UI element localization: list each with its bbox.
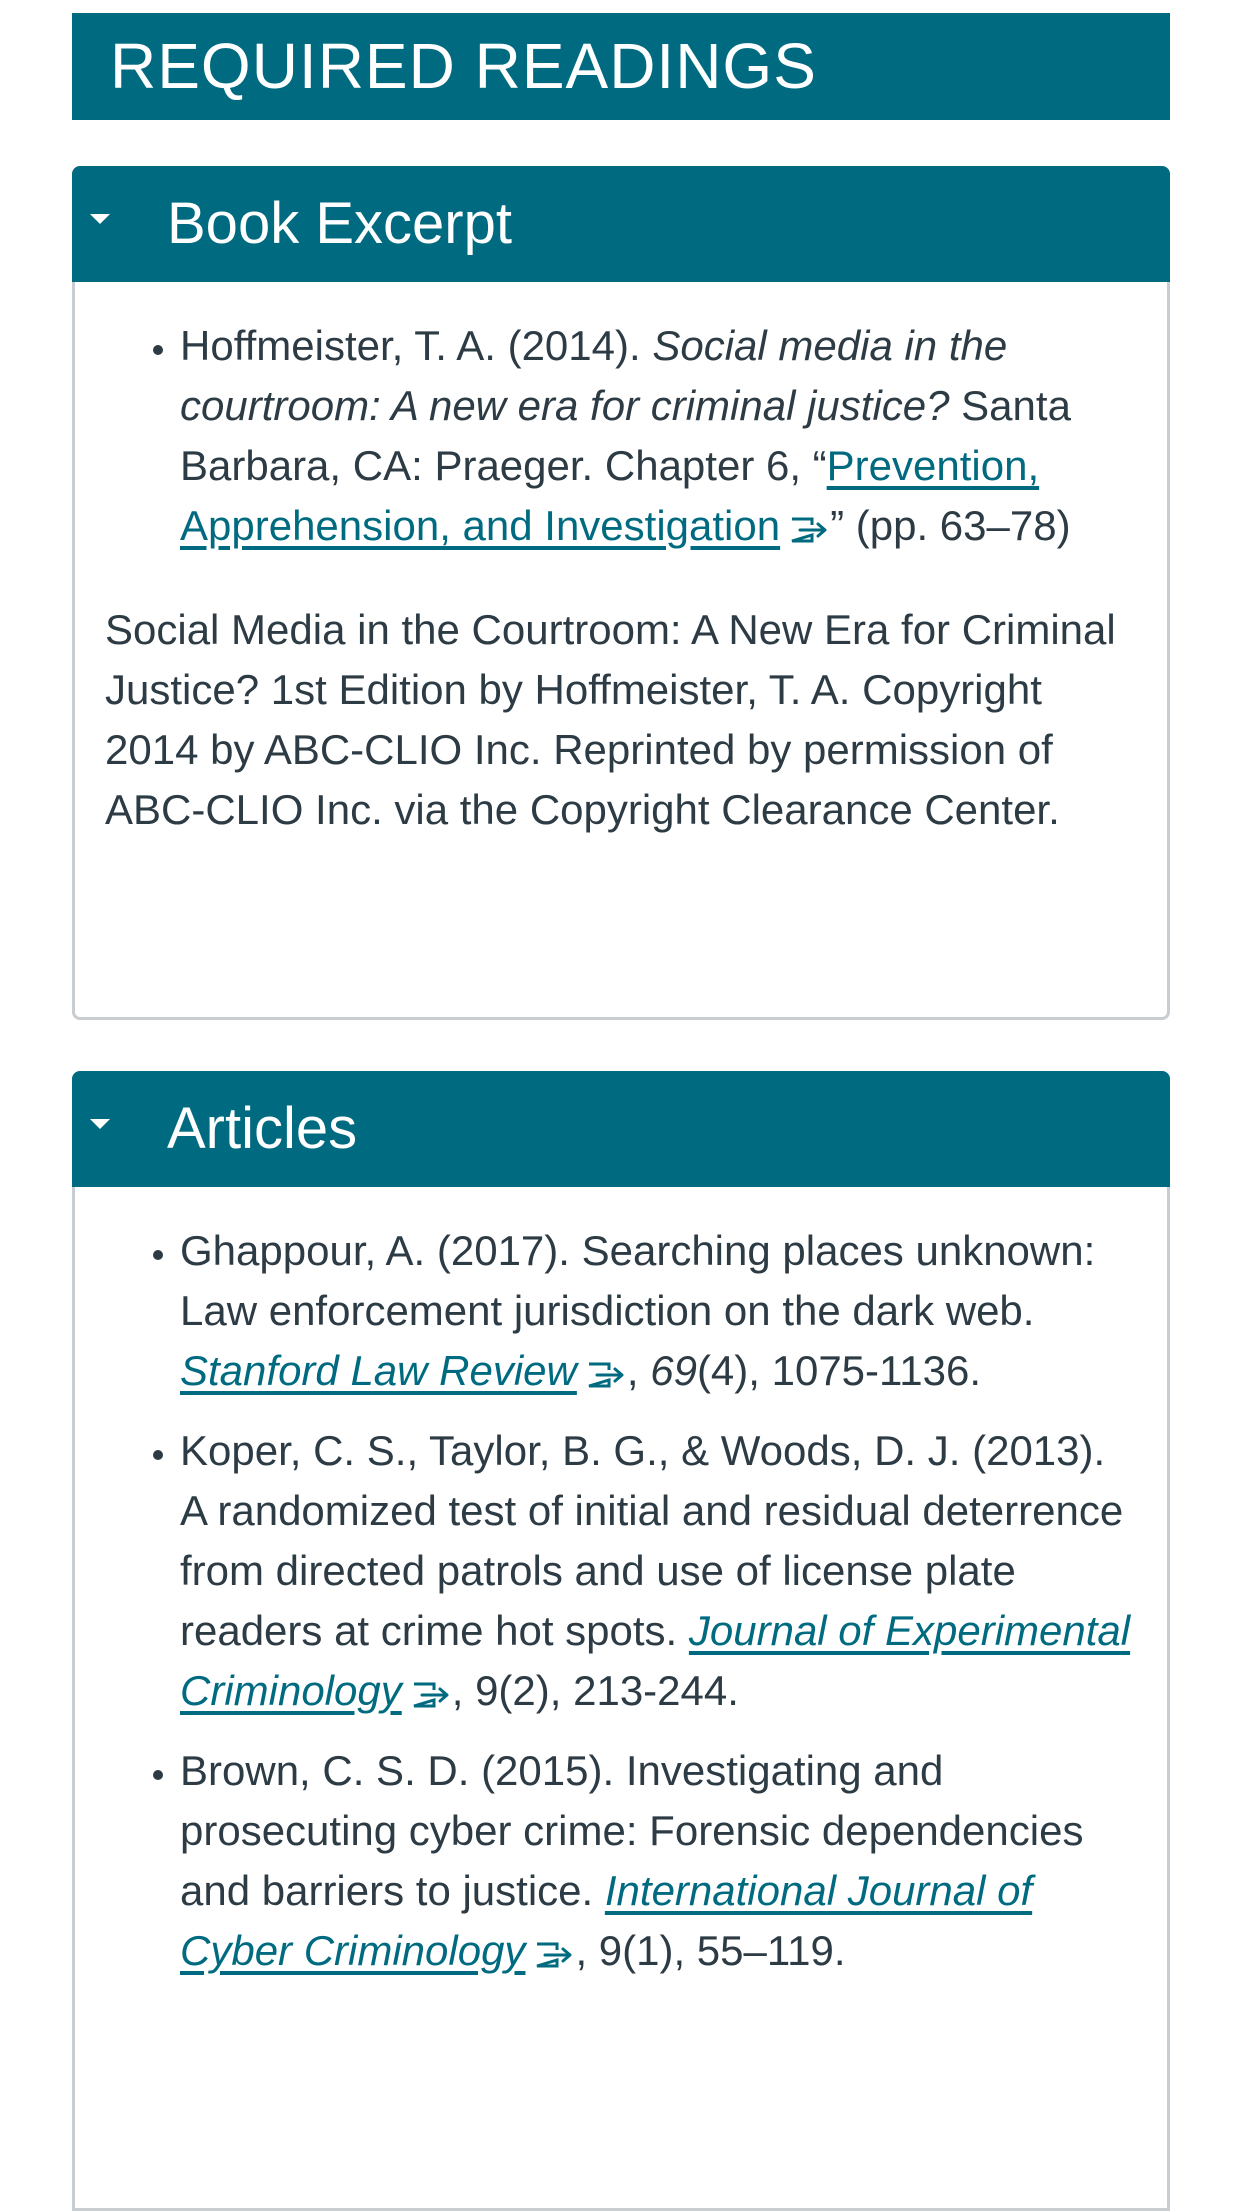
book-excerpt-section	[72, 166, 1170, 1020]
journal-volume: 69	[650, 1347, 697, 1394]
external-link-icon[interactable]	[788, 514, 830, 546]
articles-title: Articles	[167, 1096, 358, 1161]
caret-down-icon[interactable]	[90, 1119, 110, 1129]
external-link-icon[interactable]	[585, 1359, 627, 1391]
journal-issue-pages: 9(1), 55–119.	[587, 1927, 846, 1974]
list-item	[180, 1421, 1137, 1721]
chapter-link-label: Prevention, Apprehension, and Investigation	[180, 442, 1040, 549]
external-link-icon[interactable]	[533, 1939, 575, 1971]
article-citation: Brown, C. S. D. (2015). Investigating and prosecuting cyber crime: Forensic dependencies and barriers to justice.	[180, 1747, 1084, 1914]
journal-issue-pages: 9(2), 213-244.	[463, 1667, 739, 1714]
journal-link[interactable]	[180, 1347, 577, 1394]
caret-down-icon[interactable]	[90, 214, 110, 224]
articles-list	[105, 1221, 1137, 1981]
citation-sep: ,	[451, 1667, 464, 1714]
external-link-icon[interactable]	[410, 1679, 452, 1711]
journal-link-label: International Journal of Cyber Criminology	[180, 1867, 1033, 1974]
reference-pages: ” (pp. 63–78)	[830, 502, 1071, 549]
page-title: REQUIRED READINGS	[72, 13, 1170, 120]
articles-section	[72, 1071, 1170, 2211]
book-excerpt-title: Book Excerpt	[167, 191, 512, 256]
list-item	[180, 316, 1137, 556]
citation-sep: ,	[575, 1927, 588, 1974]
citation-sep: ,	[626, 1347, 651, 1394]
book-excerpt-header[interactable]	[72, 166, 1170, 282]
journal-issue-pages: (4), 1075-1136.	[696, 1347, 982, 1394]
article-citation: Koper, C. S., Taylor, B. G., & Woods, D. J. (2013). A randomized test of initial and residual deterrence from directed patrols and use of license plate readers at crime hot spots.	[180, 1427, 1124, 1654]
permission-notice: Social Media in the Courtroom: A New Era for Criminal Justice? 1st Edition by Hoffmeister, T. A. Copyright 2014 by ABC-CLIO Inc. Reprinted by permission of ABC-CLIO Inc. via the Copyright Clearance Center.	[105, 606, 1116, 833]
list-item	[180, 1741, 1137, 1981]
articles-header[interactable]	[72, 1071, 1170, 1187]
journal-link-label: Journal of Experimental Criminology	[180, 1607, 1131, 1714]
article-citation: Ghappour, A. (2017). Searching places unknown: Law enforcement jurisdiction on the dark web.	[180, 1227, 1096, 1334]
journal-link-label: Stanford Law Review	[180, 1347, 577, 1394]
book-excerpt-list	[105, 316, 1137, 556]
reference-authors: Hoffmeister, T. A. (2014).	[180, 322, 653, 369]
reference-publisher: Santa Barbara, CA: Praeger. Chapter 6, “	[180, 382, 1071, 489]
book-title: Social media in the courtroom: A new era for criminal justice?	[180, 322, 1008, 429]
list-item	[180, 1221, 1137, 1401]
